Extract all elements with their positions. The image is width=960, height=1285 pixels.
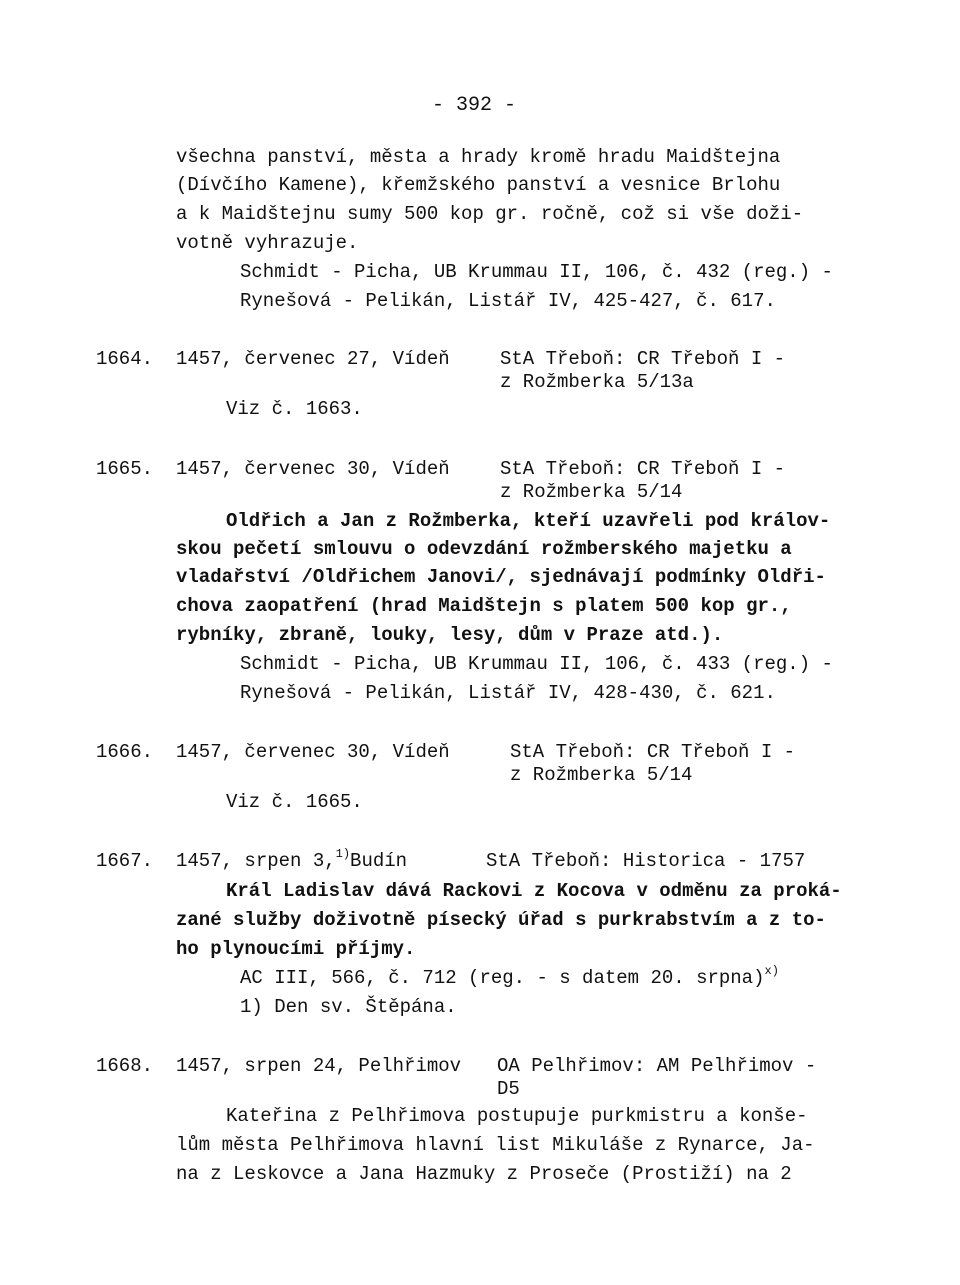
entry-1667-archive: StA Třeboň: Historica - 1757 (486, 850, 806, 872)
entry-1668-number: 1668. (96, 1055, 154, 1077)
entry-1668-archive: OA Pelhřimov: AM Pelhřimov - (497, 1055, 817, 1077)
entry-1665-date: 1457, červenec 30, Vídeň (176, 458, 450, 480)
entry-1667-ref (240, 964, 779, 989)
intro-line-3: a k Maidštejnu sumy 500 kop gr. ročně, což si vše doži- (176, 203, 804, 225)
entry-1664-date: 1457, červenec 27, Vídeň (176, 348, 450, 370)
entry-1665-number: 1665. (96, 458, 154, 480)
intro-line-2: (Dívčího Kamene), křemžského panství a vesnice Brlohu (176, 174, 781, 196)
entry-1667-ref-text: AC III, 566, č. 712 (reg. - s datem 20. srpna) (240, 967, 765, 989)
intro-ref-1: Schmidt - Picha, UB Krummau II, 106, č. 432 (reg.) - (240, 261, 833, 283)
intro-line-4: votně vyhrazuje. (176, 232, 359, 254)
entry-1667-text-3: ho plynoucími příjmy. (176, 938, 416, 960)
entry-1664-number: 1664. (96, 348, 154, 370)
entry-1664-archive-2: z Rožmberka 5/13a (500, 371, 694, 393)
entry-1666-archive: StA Třeboň: CR Třeboň I - (510, 741, 796, 763)
footnote-mark: 1) (335, 847, 351, 861)
entry-1668-text-2: lům města Pelhřimova hlavní list Mikuláše z Rynarce, Ja- (176, 1134, 815, 1156)
entry-1664-archive: StA Třeboň: CR Třeboň I - (500, 348, 786, 370)
entry-1667-date-text: 1457, srpen 3, (176, 850, 336, 872)
footnote: 1) Den sv. Štěpána. (240, 996, 457, 1018)
entry-1666-see: Viz č. 1665. (226, 791, 363, 813)
entry-1665-text-1: Oldřich a Jan z Rožmberka, kteří uzavřeli pod králov- (226, 510, 831, 532)
entry-1668-text-1: Kateřina z Pelhřimova postupuje purkmistru a konše- (226, 1105, 808, 1127)
entry-1667-place: Budín (350, 850, 408, 872)
entry-1667-date (176, 847, 408, 872)
entry-1665-ref-2: Rynešová - Pelikán, Listář IV, 428-430, č. 621. (240, 682, 776, 704)
entry-1667-number: 1667. (96, 850, 154, 872)
entry-1666-number: 1666. (96, 741, 154, 763)
ref-mark: x) (764, 964, 779, 978)
entry-1664-see: Viz č. 1663. (226, 398, 363, 420)
entry-1665-archive: StA Třeboň: CR Třeboň I - (500, 458, 786, 480)
entry-1666-archive-2: z Rožmberka 5/14 (510, 764, 693, 786)
entry-1667-text-1: Král Ladislav dává Rackovi z Kocova v odměnu za proká- (226, 880, 842, 902)
entry-1666-date: 1457, červenec 30, Vídeň (176, 741, 450, 763)
entry-1668-date: 1457, srpen 24, Pelhřimov (176, 1055, 462, 1077)
intro-line-1: všechna panství, města a hrady kromě hradu Maidštejna (176, 146, 781, 168)
entry-1665-text-3: vladařství /Oldřichem Janovi/, sjednávají podmínky Oldři- (176, 566, 826, 588)
page-number: - 392 - (432, 94, 517, 117)
entry-1667-text-2: zané služby doživotně písecký úřad s purkrabstvím a z to- (176, 909, 826, 931)
entry-1668-text-3: na z Leskovce a Jana Hazmuky z Proseče (Prostiží) na 2 (176, 1163, 792, 1185)
entry-1665-text-4: chova zaopatření (hrad Maidštejn s platem 500 kop gr., (176, 595, 792, 617)
entry-1668-archive-2: D5 (497, 1078, 520, 1100)
intro-ref-2: Rynešová - Pelikán, Listář IV, 425-427, č. 617. (240, 290, 776, 312)
entry-1665-text-2: skou pečetí smlouvu o odevzdání rožmberského majetku a (176, 538, 792, 560)
entry-1665-ref-1: Schmidt - Picha, UB Krummau II, 106, č. 433 (reg.) - (240, 653, 833, 675)
entry-1665-text-5: rybníky, zbraně, louky, lesy, dům v Praze atd.). (176, 624, 724, 646)
entry-1665-archive-2: z Rožmberka 5/14 (500, 481, 683, 503)
